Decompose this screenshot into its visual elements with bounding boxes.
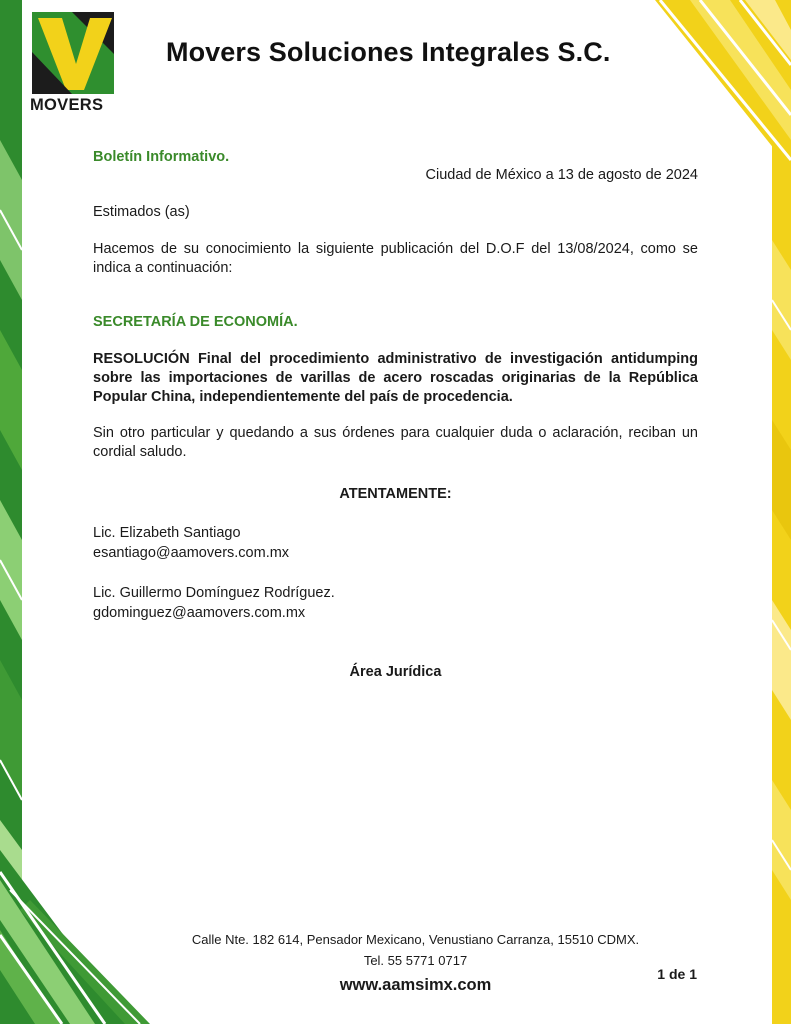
resolution-paragraph: RESOLUCIÓN Final del procedimiento administrativo de investigación antidumping sobre las importaciones de varillas de acero roscadas originarias de la República Popular China, independientemente del país de procedencia. [93, 351, 698, 405]
date-line: Ciudad de México a 13 de agosto de 2024 [425, 167, 698, 183]
closing-paragraph: Sin otro particular y quedando a sus órdenes para cualquier duda o aclaración, reciban un cordial saludo. [93, 425, 698, 460]
bulletin-title: Boletín Informativo. [93, 149, 230, 165]
signatory-name: Lic. Elizabeth Santiago [93, 525, 241, 541]
company-name: Movers Soluciones Integrales S.C. [166, 37, 611, 67]
signatory-email[interactable]: esantiago@aamovers.com.mx [93, 545, 290, 561]
footer-address: Calle Nte. 182 614, Pensador Mexicano, Venustiano Carranza, 15510 CDMX. [191, 932, 640, 947]
attentively-heading: ATENTAMENTE: [339, 486, 452, 502]
secretariat-heading: SECRETARÍA DE ECONOMÍA. [93, 314, 298, 330]
signatory-email[interactable]: gdominguez@aamovers.com.mx [93, 605, 306, 621]
right-yellow-stripes [655, 0, 791, 1024]
logo-mark [32, 12, 114, 94]
department-name: Área Jurídica [349, 664, 442, 680]
footer-website[interactable]: www.aamsimx.com [339, 976, 492, 994]
signatory-name: Lic. Guillermo Domínguez Rodríguez. [93, 585, 335, 601]
footer-phone: Tel. 55 5771 0717 [363, 953, 468, 968]
greeting: Estimados (as) [93, 204, 190, 220]
company-logo [30, 10, 116, 114]
logo-text: MOVERS [30, 96, 104, 114]
intro-paragraph: Hacemos de su conocimiento la siguiente publicación del D.O.F del 13/08/2024, como se indica a continuación: [93, 241, 698, 276]
page-indicator: 1 de 1 [657, 966, 697, 982]
